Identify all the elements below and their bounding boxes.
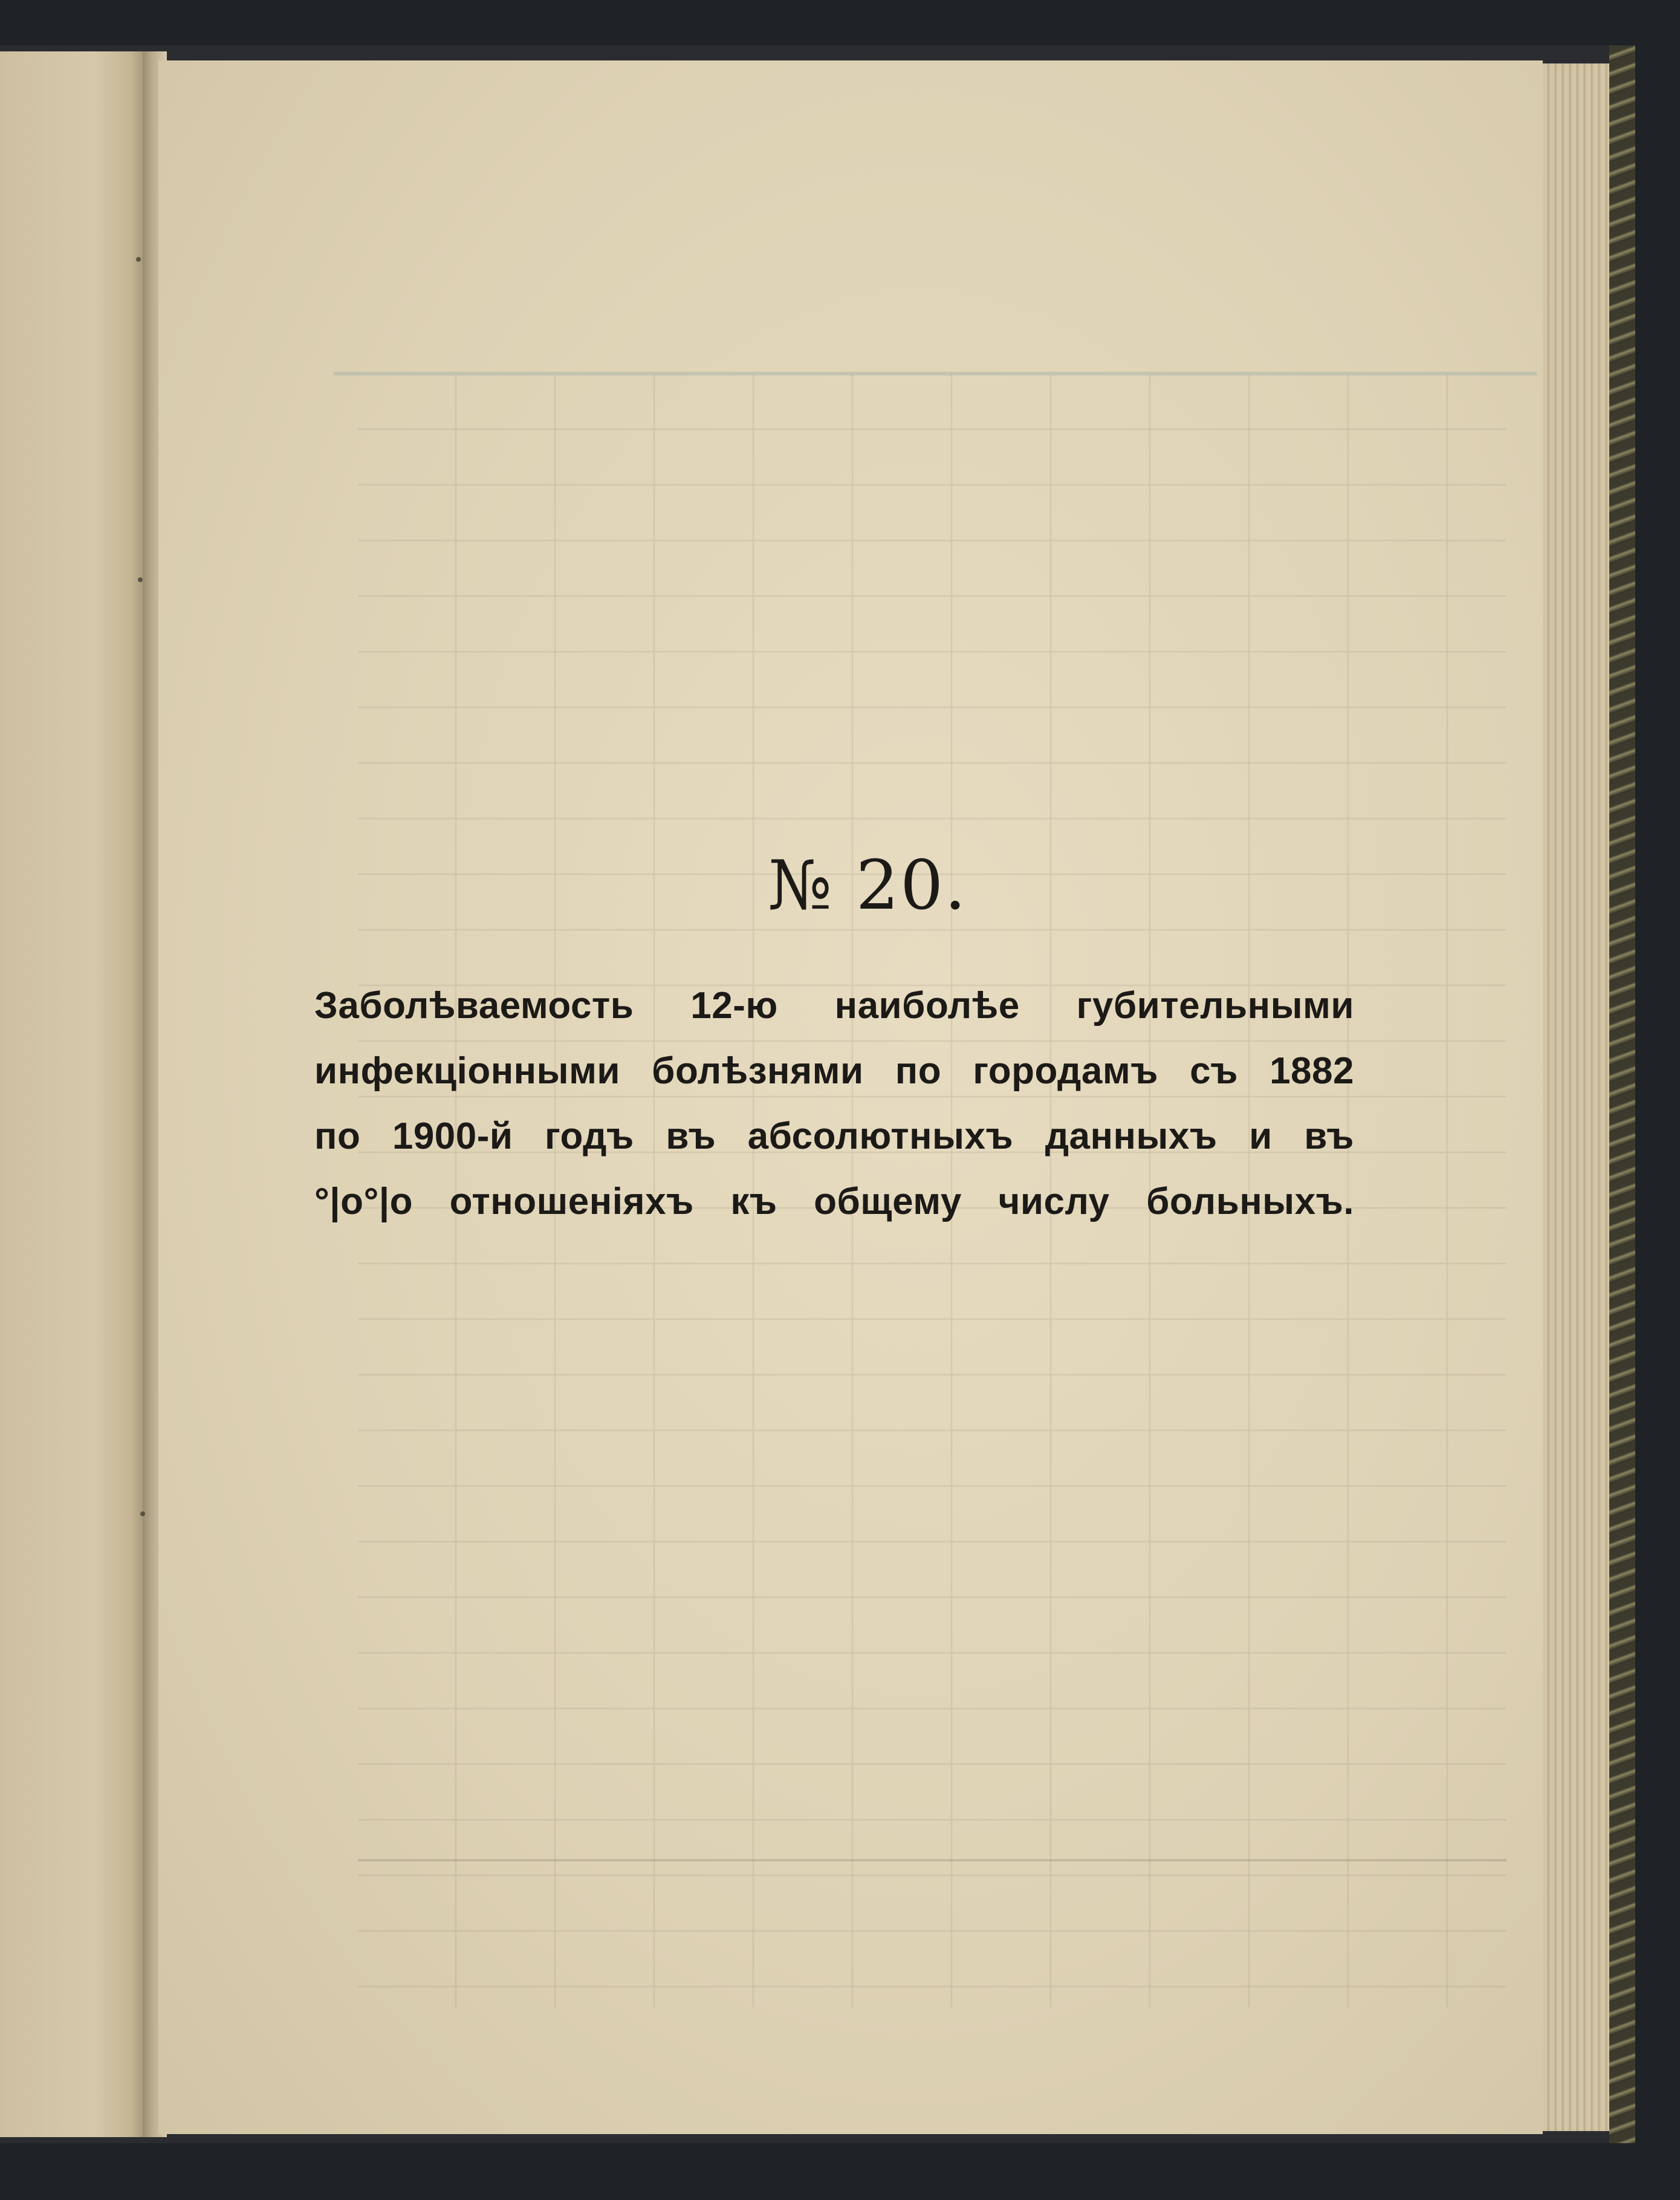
caption-line: по 1900-й годъ въ абсолютныхъ данныхъ и въ: [314, 1115, 1354, 1157]
table-number: № 20.: [768, 846, 967, 925]
caption-line: Заболѣваемость 12-ю наиболѣе губительными: [314, 985, 1354, 1027]
left-page: [0, 51, 154, 2137]
binding-thread: [136, 257, 141, 262]
caption-line: °|o°|o отношеніяхъ къ общему числу больныхъ.: [314, 1181, 1354, 1222]
caption-line: инфекціонными болѣзнями по городамъ съ 1882: [314, 1050, 1354, 1092]
binding-thread: [140, 1511, 145, 1516]
bleed-through-rule-bottom: [358, 1859, 1506, 1861]
page-edges: [1543, 63, 1609, 2131]
binding-thread: [138, 577, 143, 582]
cover-edge: [1609, 45, 1635, 2143]
title-block: [314, 846, 1354, 1235]
table-caption: [314, 973, 1354, 1235]
